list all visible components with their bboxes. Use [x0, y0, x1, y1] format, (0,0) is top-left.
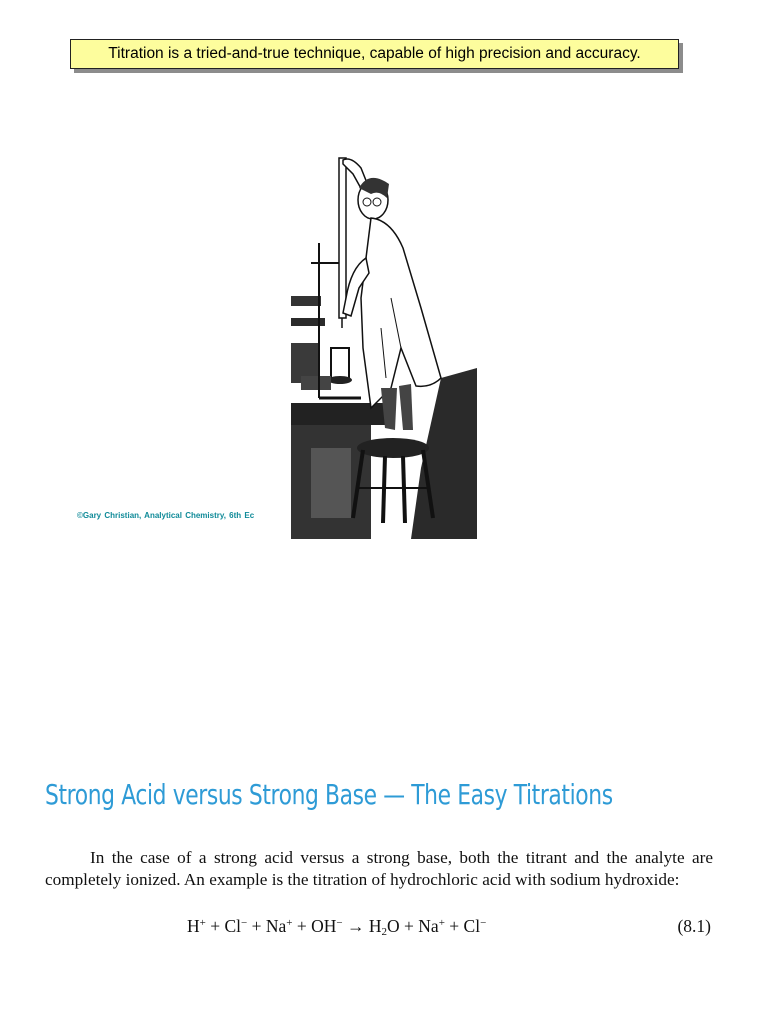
chloride-ion: Cl — [224, 916, 242, 936]
section-heading: Strong Acid versus Strong Base — The Easy Titrations — [45, 778, 613, 811]
body-paragraph — [45, 847, 713, 891]
figure-credit: ©Gary Christian, Analytical Chemistry, 6th Ec — [77, 511, 255, 520]
hydrogen-charge: + — [199, 917, 206, 929]
titration-illustration — [291, 148, 477, 539]
hydroxide-charge: − — [336, 917, 343, 929]
reaction-arrow: → — [342, 916, 369, 936]
hydroxide-ion: OH — [311, 916, 337, 936]
water-subscript: 2 — [381, 926, 388, 938]
plus-operator: + — [399, 916, 419, 936]
equation-expression — [187, 916, 486, 938]
hydrogen-ion: H — [187, 916, 200, 936]
water-hydrogen: H — [368, 916, 382, 936]
plus-operator: + — [292, 916, 312, 936]
equation-number: (8.1) — [677, 916, 711, 936]
plus-operator: + — [444, 916, 464, 936]
water-oxygen: O — [387, 916, 400, 936]
chemical-equation — [45, 916, 713, 942]
sodium-ion-product: Na — [418, 916, 439, 936]
scientist-drawing — [291, 148, 477, 539]
chloride-charge-product: − — [480, 917, 487, 929]
chloride-charge: − — [241, 917, 248, 929]
sodium-charge: + — [286, 917, 293, 929]
chloride-ion-product: Cl — [463, 916, 481, 936]
plus-operator: + — [205, 916, 225, 936]
callout-box — [70, 39, 679, 69]
sodium-charge-product: + — [438, 917, 445, 929]
paragraph-text: In the case of a strong acid versus a strong base, both the titrant and the analyte are completely ionized. An example is the titration of hydrochloric acid with sodium hydroxide: — [45, 848, 713, 889]
sodium-ion: Na — [265, 916, 287, 936]
callout-text: Titration is a tried-and-true technique, capable of high precision and accuracy. — [108, 45, 641, 62]
plus-operator: + — [247, 916, 266, 936]
